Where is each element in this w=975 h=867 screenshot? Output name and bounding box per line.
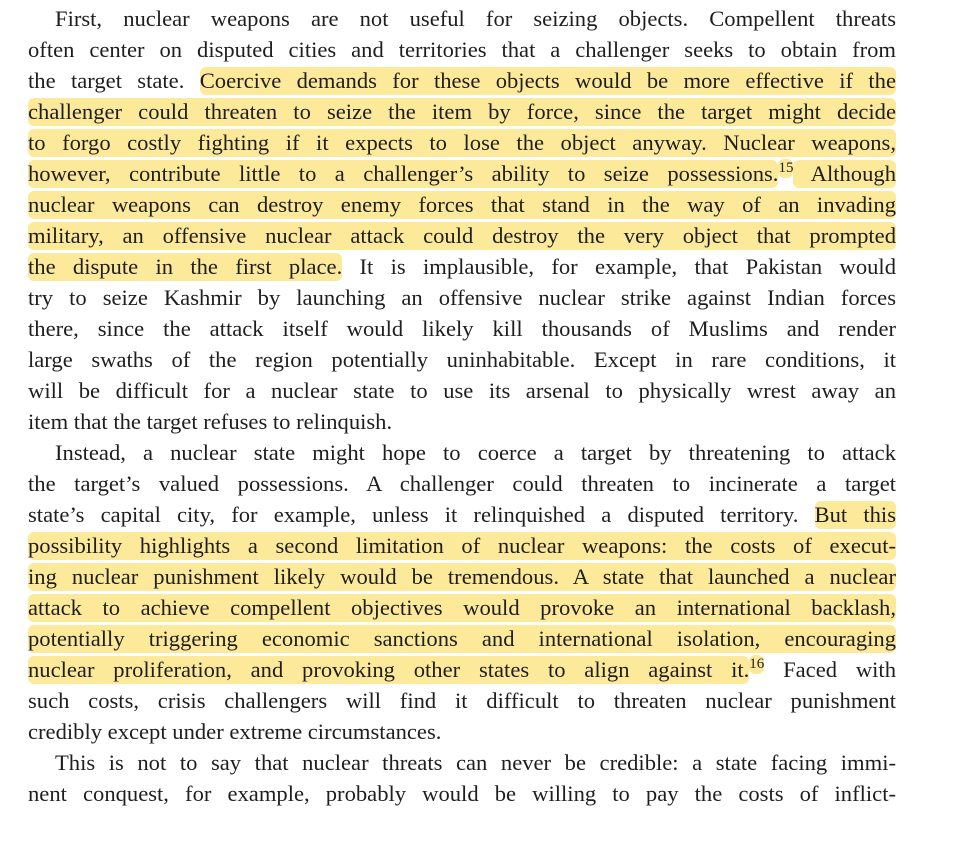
text-line <box>28 592 896 623</box>
text-line <box>28 251 896 282</box>
text-line <box>28 375 896 406</box>
highlighted-text: potentially triggering economic sanctions and international isolation, encouraging <box>28 626 896 651</box>
highlighted-text: challenger could threaten to seize the item by force, since the target might decide <box>28 99 896 124</box>
text-line <box>28 623 896 654</box>
text-line <box>28 34 896 65</box>
body-text: credibly except under extreme circumstances. <box>28 719 442 744</box>
text-line <box>28 282 896 313</box>
body-text: nent conquest, for example, probably would be willing to pay the costs of inflict- <box>28 781 896 806</box>
highlighted-text: military, an offensive nuclear attack could destroy the very object that prompted <box>28 223 896 248</box>
text-line <box>28 127 896 158</box>
body-text: there, since the attack itself would likely kill thousands of Muslims and render <box>28 316 896 341</box>
body-text: will be difficult for a nuclear state to use its arsenal to physically wrest away an <box>28 378 896 403</box>
highlighted-text: attack to achieve compellent objectives would provoke an international backlash, <box>28 595 896 620</box>
text-line <box>28 468 896 499</box>
highlighted-text: to forgo costly fighting if it expects to lose the object anyway. Nuclear weapons, <box>28 130 896 155</box>
body-text: item that the target refuses to relinquish. <box>28 409 393 434</box>
text-line <box>28 654 896 685</box>
highlighted-text: the dispute in the first place. <box>28 254 343 279</box>
text-line <box>28 313 896 344</box>
body-text: try to seize Kashmir by launching an offensive nuclear strike against Indian forces <box>28 285 896 310</box>
highlighted-text: Although <box>793 161 896 186</box>
text-line <box>55 3 896 34</box>
body-text: the target state. <box>28 68 200 93</box>
body-text: the target’s valued possessions. A challenger could threaten to incinerate a target <box>28 471 896 496</box>
highlighted-text: possibility highlights a second limitation of nuclear weapons: the costs of execut- <box>28 533 896 558</box>
body-text: state’s capital city, for example, unless it relinquished a disputed territory. <box>28 502 815 527</box>
footnote-ref: 16 <box>749 656 765 672</box>
body-text: Instead, a nuclear state might hope to coerce a target by threatening to attack <box>55 440 896 465</box>
text-line <box>55 747 896 778</box>
footnote-ref: 15 <box>778 160 794 176</box>
body-text: often center on disputed cities and territories that a challenger seeks to obtain from <box>28 37 896 62</box>
text-line <box>28 220 896 251</box>
body-text: large swaths of the region potentially uninhabitable. Except in rare conditions, it <box>28 347 896 372</box>
text-line <box>28 189 896 220</box>
highlighted-text: nuclear weapons can destroy enemy forces that stand in the way of an invading <box>28 192 896 217</box>
text-line <box>28 561 896 592</box>
text-line <box>55 437 896 468</box>
highlighted-text: however, contribute little to a challenger’s ability to seize possessions. <box>28 161 779 186</box>
body-text: such costs, crisis challengers will find it difficult to threaten nuclear punishment <box>28 688 896 713</box>
text-line <box>28 685 896 716</box>
text-line <box>28 406 896 437</box>
body-text: First, nuclear weapons are not useful for seizing objects. Compellent threats <box>55 6 896 31</box>
text-line <box>28 158 896 189</box>
body-text: Faced with <box>764 657 896 682</box>
text-line <box>28 65 896 96</box>
text-line <box>28 716 896 747</box>
body-text: It is implausible, for example, that Pakistan would <box>342 254 896 279</box>
text-line <box>28 530 896 561</box>
highlighted-text: nuclear proliferation, and provoking other states to align against it. <box>28 657 750 682</box>
highlighted-text: Coercive demands for these objects would be more effective if the <box>199 68 897 93</box>
text-line <box>28 778 896 809</box>
highlighted-text: But this <box>814 502 896 527</box>
text-line <box>28 344 896 375</box>
text-line <box>28 499 896 530</box>
highlighted-text: ing nuclear punishment likely would be tremendous. A state that launched a nuclear <box>28 564 896 589</box>
body-text: This is not to say that nuclear threats can never be credible: a state facing immi- <box>55 750 896 775</box>
text-line <box>28 96 896 127</box>
